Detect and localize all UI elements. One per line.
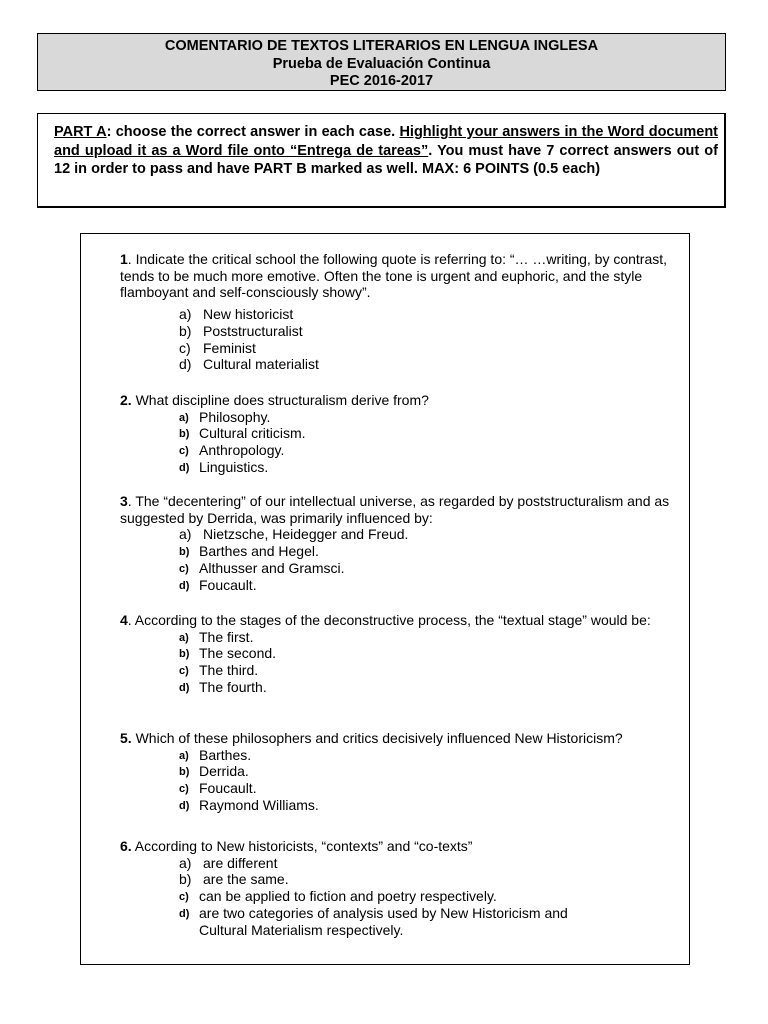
option-letter: d)	[179, 681, 190, 694]
option-text: Raymond Williams.	[199, 796, 319, 813]
option-item[interactable]	[120, 306, 686, 323]
option-text: can be applied to fiction and poetry respectively.	[199, 888, 497, 905]
question-3-text	[120, 493, 686, 526]
option-letter: a)	[179, 631, 189, 644]
option-text: The fourth.	[199, 678, 267, 695]
option-letter: a)	[179, 306, 192, 323]
option-letter: c)	[179, 665, 189, 678]
option-letter: b)	[179, 428, 190, 441]
option-letter: b)	[179, 871, 192, 888]
option-letter: c)	[179, 339, 191, 356]
option-item[interactable]	[120, 323, 686, 340]
part-a-highlight: Highlight your answers in the Word document and upload it as a Word file onto “Entrega de tareas”	[54, 124, 719, 159]
option-item[interactable]	[120, 662, 686, 679]
question-4-options	[120, 629, 686, 696]
option-text: The third.	[199, 662, 259, 679]
question-6	[120, 838, 686, 938]
question-3-options	[120, 526, 686, 593]
option-letter: a)	[179, 854, 192, 871]
option-item[interactable]	[120, 409, 686, 426]
option-item[interactable]	[120, 442, 686, 459]
part-a-label: PART A	[54, 124, 107, 140]
option-letter: a)	[179, 526, 192, 543]
option-item[interactable]	[120, 780, 686, 797]
option-text: The first.	[199, 628, 254, 645]
option-item[interactable]	[120, 645, 686, 662]
option-text: Cultural materialist	[203, 356, 319, 373]
question-number: 5.	[120, 730, 132, 746]
option-letter: b)	[179, 766, 190, 779]
option-item[interactable]	[120, 747, 686, 764]
option-item[interactable]	[120, 526, 686, 543]
option-text: Derrida.	[199, 763, 249, 780]
option-letter: b)	[179, 322, 192, 339]
question-5-options	[120, 747, 686, 814]
option-letter: c)	[179, 891, 189, 904]
question-number: 2.	[120, 392, 132, 408]
question-number: 4	[120, 612, 128, 628]
question-1-options	[120, 306, 686, 373]
option-letter: b)	[179, 546, 190, 559]
option-text: Poststructuralist	[203, 322, 303, 339]
question-number: 3	[120, 493, 128, 509]
option-text: Anthropology.	[199, 442, 285, 459]
option-letter: a)	[179, 749, 189, 762]
option-item[interactable]	[120, 543, 686, 560]
option-text: The second.	[199, 645, 277, 662]
question-number: 6.	[120, 838, 132, 854]
question-6-options	[120, 855, 686, 939]
option-letter: a)	[179, 411, 189, 424]
part-a-instructions	[37, 113, 726, 208]
question-2-options	[120, 409, 686, 476]
option-letter: b)	[179, 648, 190, 661]
option-text: Cultural criticism.	[199, 425, 306, 442]
option-text: New historicist	[203, 306, 294, 323]
option-item[interactable]	[120, 871, 686, 888]
option-text: are two categories of analysis used by New Historicism and Cultural Materialism respectively.	[199, 904, 568, 938]
question-4	[120, 612, 686, 696]
question-body: What discipline does structuralism derive from?	[131, 392, 429, 408]
part-a-text-2: . You must have 7 correct answers out of 12 in order to pass and have PART B marked as well. MAX: 6 POINTS (0.5 each)	[54, 142, 718, 177]
question-body: . According to the stages of the deconstructive process, the “textual stage” would be:	[127, 612, 651, 628]
option-text: Nietzsche, Heidegger and Freud.	[203, 526, 409, 543]
option-item[interactable]	[120, 629, 686, 646]
option-letter: d)	[179, 799, 190, 812]
part-a-text-1: : choose the correct answer in each case.	[106, 124, 400, 140]
question-body: According to New historicists, “contexts” and “co-texts”	[131, 838, 473, 854]
option-text: Feminist	[203, 339, 256, 356]
option-text: Linguistics.	[199, 458, 269, 475]
question-2	[120, 392, 686, 476]
option-letter: d)	[179, 461, 190, 474]
option-item[interactable]	[120, 425, 686, 442]
option-item[interactable]	[120, 888, 686, 905]
option-item[interactable]	[120, 560, 686, 577]
option-text: are the same.	[203, 871, 289, 888]
course-title: COMENTARIO DE TEXTOS LITERARIOS EN LENGUA INGLESA	[164, 38, 599, 54]
option-letter: d)	[179, 907, 190, 920]
option-text: Barthes and Hegel.	[199, 543, 319, 560]
option-letter: c)	[179, 445, 189, 458]
exam-year: PEC 2016-2017	[329, 73, 434, 89]
option-item[interactable]	[120, 459, 686, 476]
option-text: Foucault.	[199, 780, 257, 797]
question-1-text	[120, 251, 686, 301]
option-text: Althusser and Gramsci.	[199, 559, 345, 576]
question-body: . The “decentering” of our intellectual universe, as regarded by poststructuralism and as suggested by Derrida, was primarily influenced by:	[120, 493, 670, 526]
option-item[interactable]	[120, 797, 686, 814]
option-item[interactable]	[120, 763, 686, 780]
option-letter: d)	[179, 579, 190, 592]
option-letter: c)	[179, 562, 189, 575]
question-4-text	[120, 612, 686, 629]
option-text: Foucault.	[199, 576, 257, 593]
question-6-text	[120, 838, 686, 855]
question-body: . Indicate the critical school the following quote is referring to: “… …writing, by contrast, tends to be much more emotive. Often the tone is urgent and euphoric, and the style flamboyant and self-consciously showy”.	[120, 251, 668, 301]
question-1	[120, 251, 686, 373]
option-text: are different	[203, 854, 278, 871]
option-letter: c)	[179, 783, 189, 796]
option-item[interactable]	[120, 340, 686, 357]
exam-header	[37, 33, 726, 91]
option-letter: d)	[179, 356, 192, 373]
option-item[interactable]	[120, 905, 619, 938]
option-text: Barthes.	[199, 746, 252, 763]
question-3	[120, 493, 686, 593]
question-5-text	[120, 730, 686, 747]
question-2-text	[120, 392, 686, 409]
exam-subtitle: Prueba de Evaluación Continua	[272, 55, 491, 72]
option-text: Philosophy.	[199, 408, 271, 425]
question-number: 1	[120, 251, 128, 267]
question-5	[120, 730, 686, 814]
option-item[interactable]	[120, 679, 686, 696]
option-item[interactable]	[120, 356, 686, 373]
question-body: Which of these philosophers and critics decisively influenced New Historicism?	[131, 730, 623, 746]
option-item[interactable]	[120, 855, 686, 872]
option-item[interactable]	[120, 577, 686, 594]
